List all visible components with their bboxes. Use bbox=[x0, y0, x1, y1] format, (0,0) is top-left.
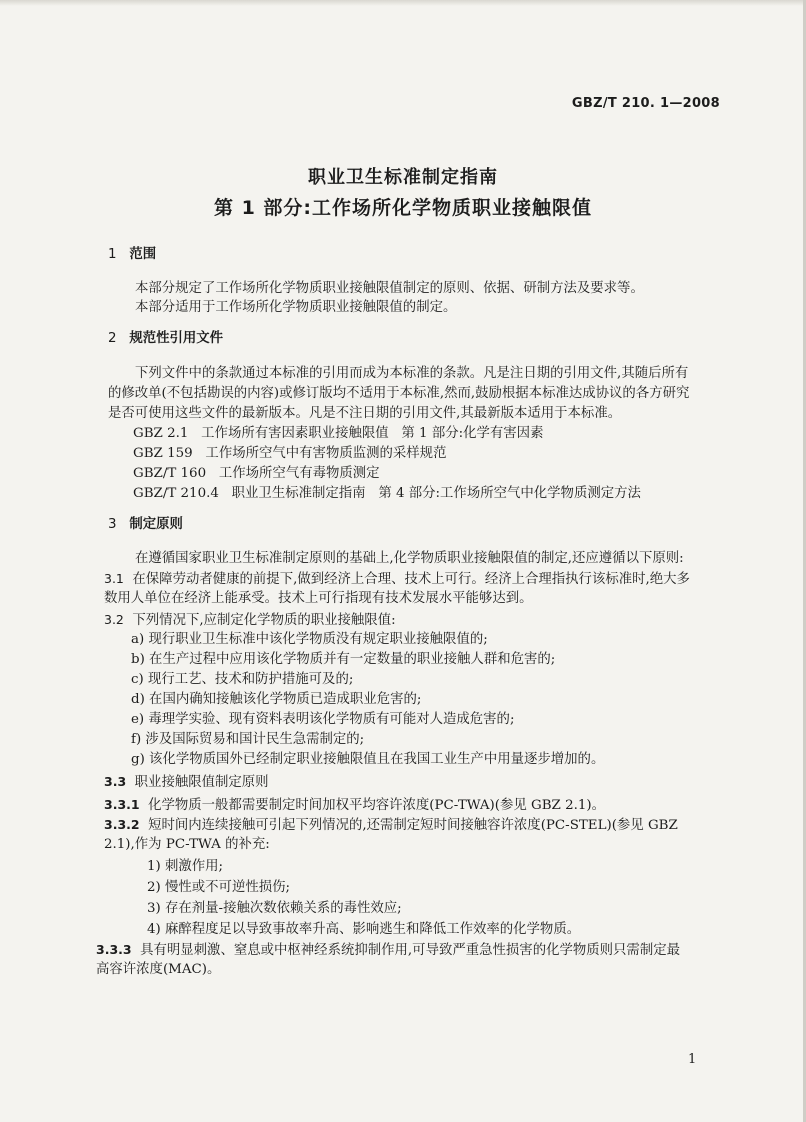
reference-item: GBZ 2.1 工作场所有害因素职业接触限值 第 1 部分:化学有害因素 bbox=[133, 426, 544, 441]
clause-number: 3.3 bbox=[104, 774, 127, 789]
clause-number: 3.1 bbox=[104, 571, 124, 586]
list-item: c) 现行工艺、技术和防护措施可及的; bbox=[131, 672, 354, 687]
clause-text: 在保障劳动者健康的前提下,做到经济上合理、技术上可行。经济上合理指执行该标准时,绝大多 bbox=[132, 572, 690, 587]
scan-edge-top bbox=[0, 0, 806, 6]
clause-text: 短时间内连续接触可引起下列情况的,还需制定短时间接触容许浓度(PC-STEL)(参见 GBZ bbox=[148, 818, 678, 833]
sub-item: 3) 存在剂量-接触次数依赖关系的毒性效应; bbox=[147, 901, 402, 916]
sub-item: 4) 麻醉程度足以导致事故率升高、影响逃生和降低工作效率的化学物质。 bbox=[147, 922, 581, 937]
section-1-number: 1 bbox=[108, 247, 117, 262]
clause-3-2 bbox=[104, 611, 396, 630]
section-1-paragraph: 本部分规定了工作场所化学物质职业接触限值制定的原则、依据、研制方法及要求等。 bbox=[135, 281, 644, 296]
section-2-text: 的修改单(不包括勘误的内容)或修订版均不适用于本标准,然而,鼓励根据本标准达成协议的各方研究 bbox=[108, 386, 690, 401]
list-item: a) 现行职业卫生标准中该化学物质没有规定职业接触限值的; bbox=[131, 632, 488, 647]
clause-3-3-1 bbox=[104, 796, 605, 815]
reference-item: GBZ/T 210.4 职业卫生标准制定指南 第 4 部分:工作场所空气中化学物质测定方法 bbox=[133, 486, 641, 501]
list-item: e) 毒理学实验、现有资料表明该化学物质有可能对人造成危害的; bbox=[131, 712, 515, 727]
clause-text: 职业接触限值制定原则 bbox=[134, 775, 269, 790]
sub-item: 1) 刺激作用; bbox=[147, 859, 224, 874]
list-item: f) 涉及国际贸易和国计民生急需制定的; bbox=[131, 732, 365, 747]
clause-number: 3.3.1 bbox=[104, 797, 140, 812]
section-2-text: 下列文件中的条款通过本标准的引用而成为本标准的条款。凡是注日期的引用文件,其随后所有 bbox=[135, 366, 689, 381]
clause-number: 3.3.3 bbox=[96, 942, 132, 957]
section-2-text: 是否可使用这些文件的最新版本。凡是不注日期的引用文件,其最新版本适用于本标准。 bbox=[108, 406, 622, 421]
section-2-title: 规范性引用文件 bbox=[129, 331, 224, 346]
section-3-intro: 在遵循国家职业卫生标准制定原则的基础上,化学物质职业接触限值的制定,还应遵循以下原则: bbox=[135, 551, 684, 566]
clause-text: 具有明显刺激、窒息或中枢神经系统抑制作用,可导致严重急性损害的化学物质则只需制定最 bbox=[140, 943, 680, 958]
clause-3-3-3 bbox=[96, 941, 680, 960]
clause-text: 下列情况下,应制定化学物质的职业接触限值: bbox=[132, 613, 396, 628]
section-2-number: 2 bbox=[108, 331, 117, 346]
section-3-number: 3 bbox=[108, 517, 117, 532]
sub-item: 2) 慢性或不可逆性损伤; bbox=[147, 880, 291, 895]
list-item: b) 在生产过程中应用该化学物质并有一定数量的职业接触人群和危害的; bbox=[131, 652, 556, 667]
clause-number: 3.2 bbox=[104, 612, 124, 627]
clause-text: 2.1),作为 PC-TWA 的补充: bbox=[104, 837, 270, 852]
clause-3-1 bbox=[104, 570, 690, 589]
section-3-title: 制定原则 bbox=[129, 517, 183, 532]
clause-3-3 bbox=[104, 773, 269, 792]
clause-text: 数用人单位在经济上能承受。技术上可行指现有技术发展水平能够达到。 bbox=[104, 591, 533, 606]
document-code: GBZ/T 210. 1—2008 bbox=[571, 96, 720, 111]
reference-item: GBZ/T 160 工作场所空气有毒物质测定 bbox=[133, 466, 380, 481]
section-2-heading bbox=[108, 330, 223, 348]
clause-3-3-2 bbox=[104, 816, 678, 835]
section-3-heading bbox=[108, 516, 183, 534]
clause-number: 3.3.2 bbox=[104, 817, 140, 832]
section-1-paragraph: 本部分适用于工作场所化学物质职业接触限值的制定。 bbox=[135, 300, 457, 315]
section-1-title: 范围 bbox=[129, 247, 157, 262]
list-item: g) 该化学物质国外已经制定职业接触限值且在我国工业生产中用量逐步增加的。 bbox=[131, 752, 605, 767]
clause-text: 高容许浓度(MAC)。 bbox=[96, 962, 221, 977]
document-subtitle: 第 1 部分:工作场所化学物质职业接触限值 bbox=[213, 197, 593, 219]
section-1-heading bbox=[108, 246, 156, 264]
list-item: d) 在国内确知接触该化学物质已造成职业危害的; bbox=[131, 692, 422, 707]
clause-text: 化学物质一般都需要制定时间加权平均容许浓度(PC-TWA)(参见 GBZ 2.1)。 bbox=[148, 798, 606, 813]
page-number: 1 bbox=[688, 1052, 697, 1067]
document-title: 职业卫生标准制定指南 bbox=[308, 167, 498, 188]
reference-item: GBZ 159 工作场所空气中有害物质监测的采样规范 bbox=[133, 446, 447, 461]
